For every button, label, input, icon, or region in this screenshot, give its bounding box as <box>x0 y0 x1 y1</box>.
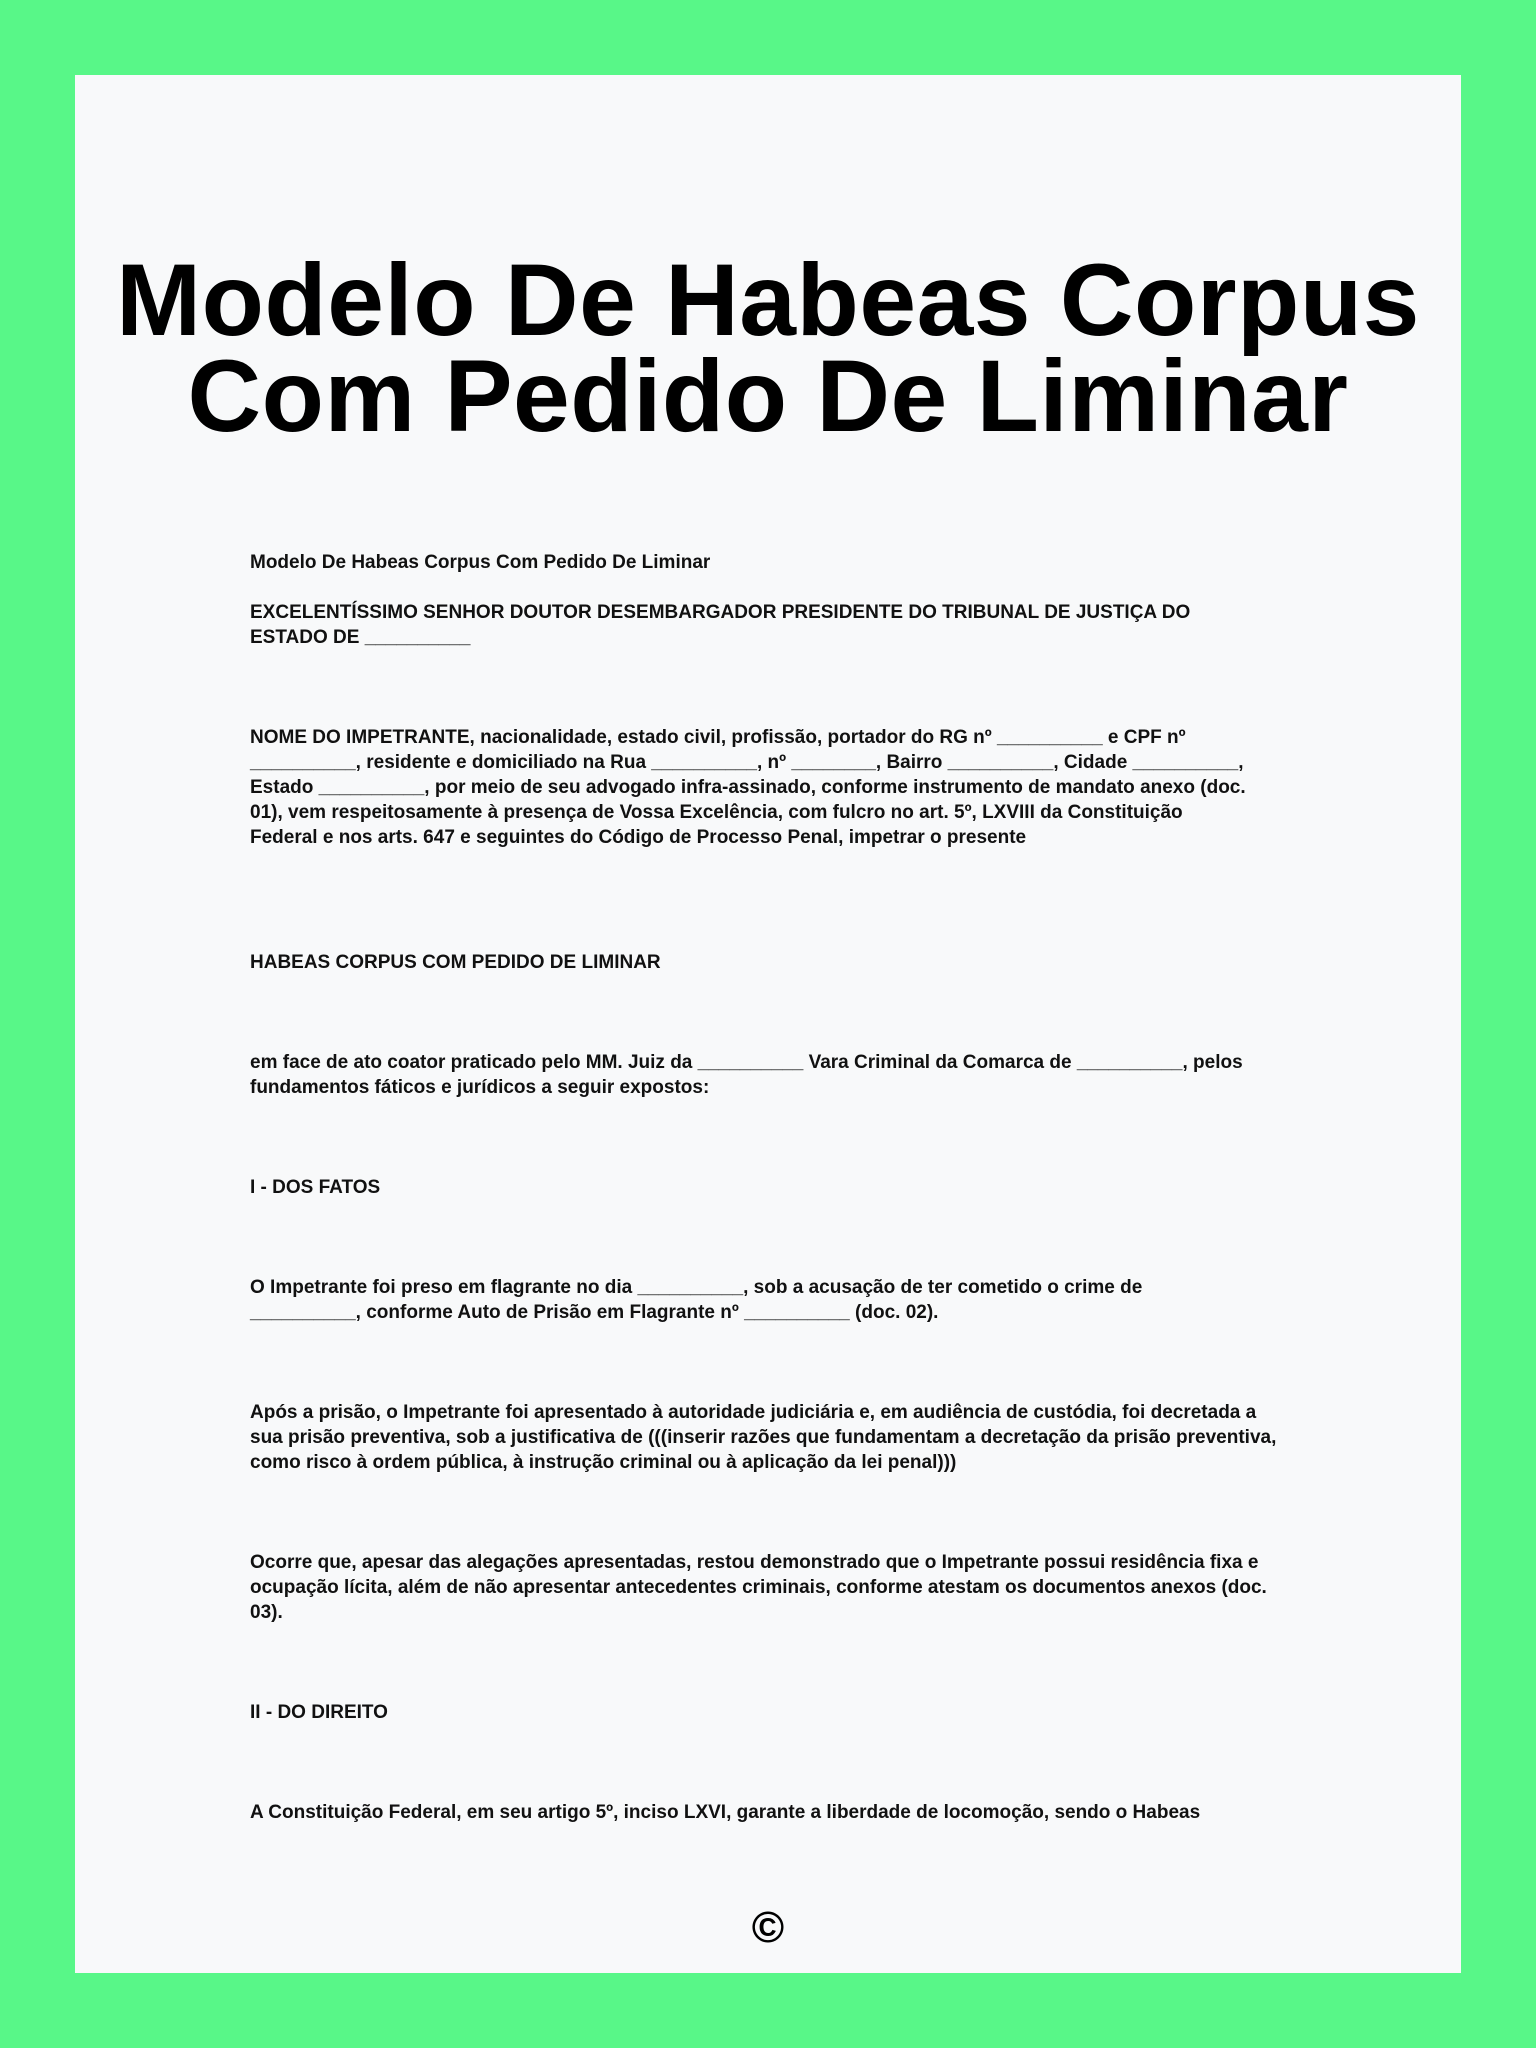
action-title: HABEAS CORPUS COM PEDIDO DE LIMINAR <box>250 952 661 973</box>
coercive-act-paragraph: em face de ato coator praticado pelo MM. Juiz da __________ Vara Criminal da Comarca de __________, pelos fundamentos fáticos e jurídicos a seguir expostos: <box>250 1052 1243 1098</box>
title-line-2: Com Pedido De Liminar <box>187 339 1349 453</box>
document-heading: Modelo De Habeas Corpus Com Pedido De Liminar <box>250 552 711 573</box>
law-paragraph-1: A Constituição Federal, em seu artigo 5º, inciso LXVI, garante a liberdade de locomoção, sendo o Habeas <box>250 1802 1201 1823</box>
section-title-law: II - DO DIREITO <box>250 1702 388 1723</box>
page-title <box>0 243 1536 453</box>
copyright-icon: © <box>751 1903 785 1952</box>
qualification-paragraph: NOME DO IMPETRANTE, nacionalidade, estado civil, profissão, portador do RG nº __________ e CPF nº __________, residente e domiciliado na Rua __________, nº ________, Bairro __________, Cidade __________, Estado __________, por meio de seu advogado infra-assinado, conforme instrumento de mandato anexo (doc. 01), vem respeitosamente à presença de Vossa Excelência, com fulcro no art. 5º, LXVIII da Constituição Federal e nos arts. 647 e seguintes do Código de Processo Penal, impetrar o presente <box>250 727 1246 848</box>
facts-paragraph-3: Ocorre que, apesar das alegações apresentadas, restou demonstrado que o Impetrante possui residência fixa e ocupação lícita, além de não apresentar antecedentes criminais, conforme atestam os documentos anexos (doc. 03). <box>250 1552 1267 1623</box>
title-line-1: Modelo De Habeas Corpus <box>116 243 1420 357</box>
addressee-paragraph: EXCELENTÍSSIMO SENHOR DOUTOR DESEMBARGADOR PRESIDENTE DO TRIBUNAL DE JUSTIÇA DO ESTADO DE __________ <box>250 602 1191 648</box>
facts-paragraph-2: Após a prisão, o Impetrante foi apresentado à autoridade judiciária e, em audiência de custódia, foi decretada a sua prisão preventiva, sob a justificativa de (((inserir razões que fundamentam a decretação da prisão preventiva, como risco à ordem pública, à instrução criminal ou à aplicação da lei penal))) <box>250 1402 1277 1473</box>
facts-paragraph-1: O Impetrante foi preso em flagrante no dia __________, sob a acusação de ter cometido o crime de __________, conforme Auto de Prisão em Flagrante nº __________ (doc. 02). <box>250 1277 1143 1323</box>
section-title-facts: I - DOS FATOS <box>250 1177 381 1198</box>
